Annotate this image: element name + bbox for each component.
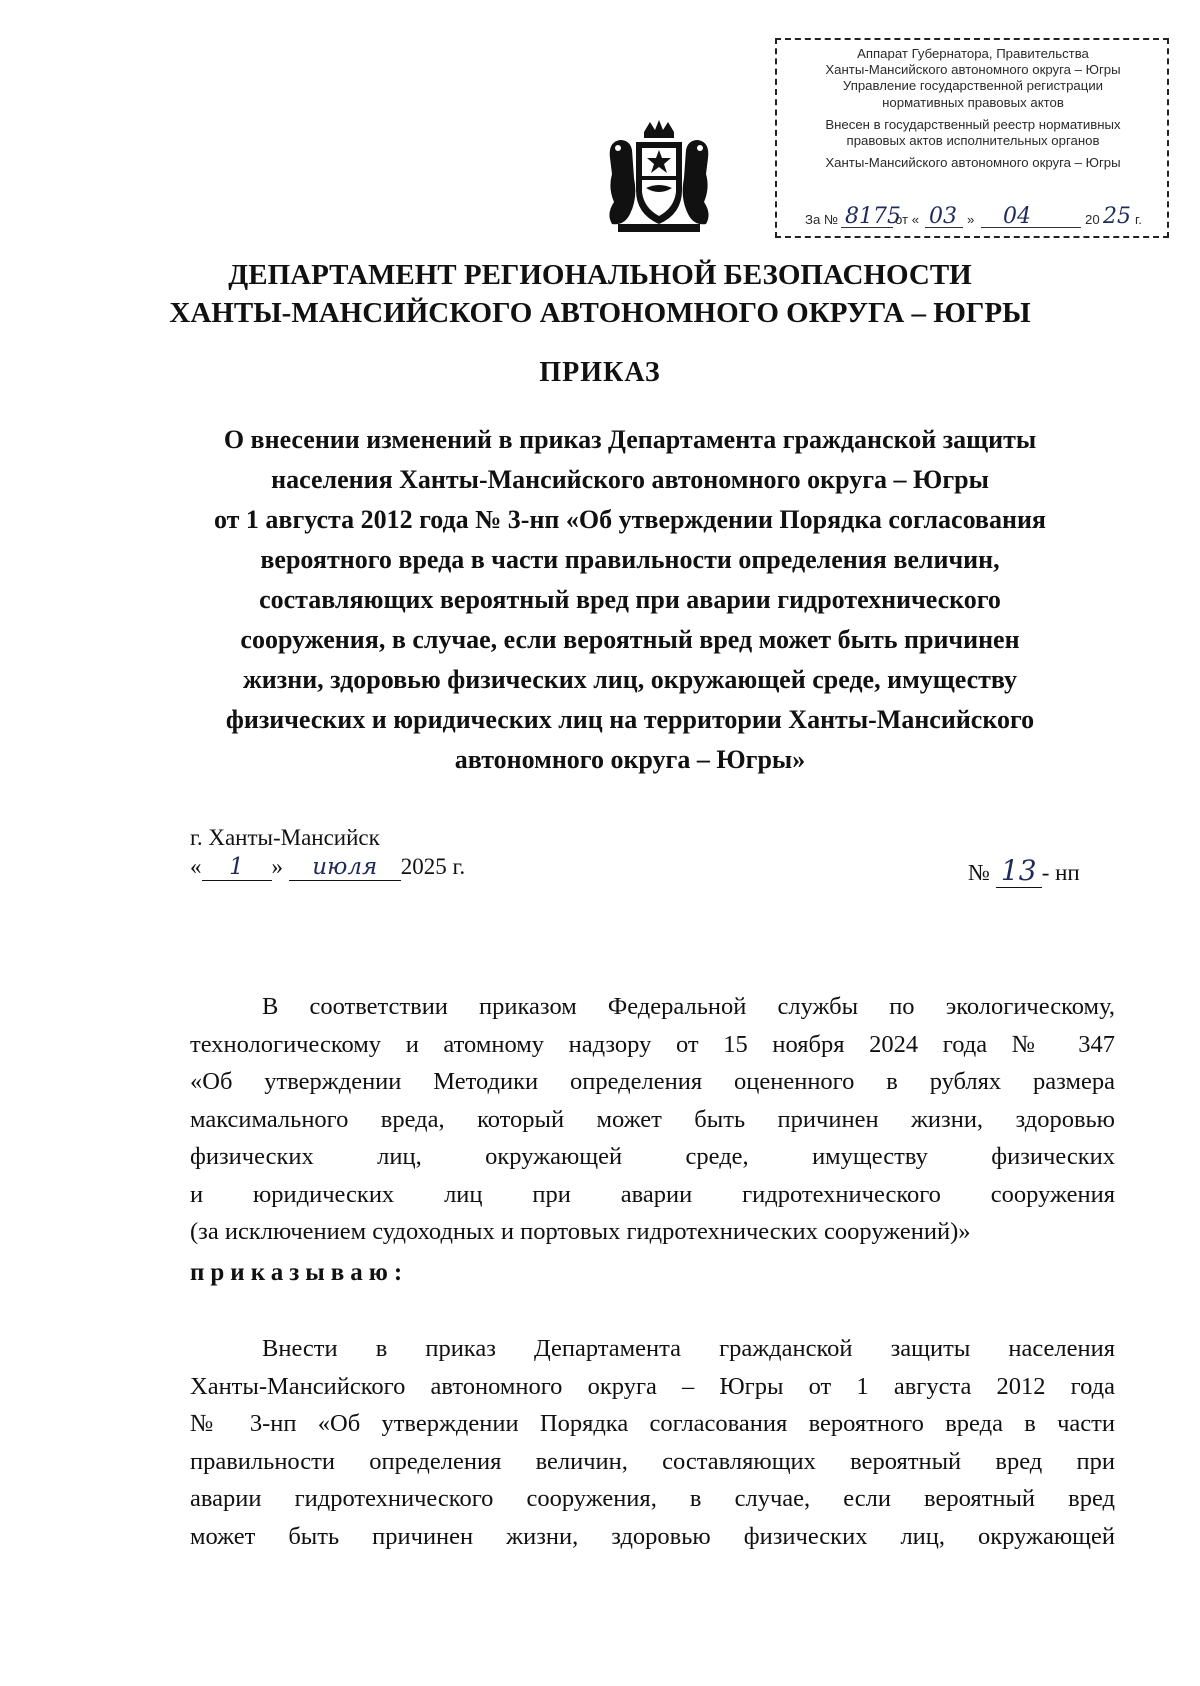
order-number: [968, 854, 1080, 888]
stamp-reg-from: от «: [895, 211, 920, 227]
stamp-reg-day: 03: [929, 203, 957, 229]
date-open-quote: «: [190, 854, 202, 879]
paragraph-line: № 3-нп «Об утверждении Порядка согласования вероятного вреда в части: [190, 1410, 1115, 1437]
place-of-issue: г. Ханты-Мансийск: [190, 825, 380, 850]
stamp-reg-suffix: г.: [1135, 211, 1142, 227]
number-value: 13: [1000, 854, 1037, 887]
preamble-paragraph: [190, 988, 1115, 1251]
registration-stamp: [775, 38, 1169, 238]
paragraph-line: технологическому и атомному надзору от 15 ноября 2024 года № 347: [190, 1030, 1115, 1058]
stamp-line-6: правовых актов исполнительных органов: [846, 133, 1100, 149]
paragraph-line: и юридических лиц при аварии гидротехнического сооружения: [190, 1180, 1115, 1208]
date-year: 2025 г.: [400, 854, 466, 879]
orders-word: приказываю:: [190, 1259, 409, 1286]
paragraph-line: Внести в приказ Департамента гражданской защиты населения: [262, 1335, 1115, 1362]
paragraph-line: правильности определения величин, составляющих вероятный вред при: [190, 1447, 1115, 1475]
stamp-reg-year: 25: [1103, 203, 1131, 229]
department-name-line-2: ХАНТЫ-МАНСИЙСКОГО АВТОНОМНОГО ОКРУГА – ЮГРЫ: [169, 297, 1031, 329]
stamp-line-2: Ханты-Мансийского автономного округа – Югры: [825, 62, 1121, 78]
stamp-line-4: нормативных правовых актов: [882, 94, 1064, 110]
stamp-reg-month: 04: [1003, 203, 1031, 229]
subject-line: вероятного вреда в части правильности определения величин,: [260, 545, 1000, 574]
subject-line: от 1 августа 2012 года № 3-нп «Об утверждении Порядка согласования: [214, 505, 1046, 534]
number-prefix: №: [968, 860, 990, 885]
subject-line: О внесении изменений в приказ Департамента гражданской защиты: [223, 425, 1037, 454]
stamp-reg-prefix: За №: [805, 211, 839, 227]
subject-line: жизни, здоровью физических лиц, окружающей среде, имуществу: [242, 665, 1018, 694]
order-subject: [180, 420, 1080, 780]
stamp-line-5: Внесен в государственный реестр нормативных: [825, 116, 1121, 132]
stamp-line-7: Ханты-Мансийского автономного округа – Югры: [825, 155, 1121, 171]
paragraph-line: может быть причинен жизни, здоровью физических лиц, окружающей: [190, 1522, 1115, 1550]
paragraph-line: физических лиц, окружающей среде, имуществу физических: [190, 1143, 1115, 1170]
subject-line: автономного округа – Югры»: [454, 745, 806, 774]
stamp-reg-mid: »: [967, 211, 975, 227]
department-name-line-1: ДЕПАРТАМЕНТ РЕГИОНАЛЬНОЙ БЕЗОПАСНОСТИ: [228, 259, 972, 291]
paragraph-line: Ханты-Мансийского автономного округа – Югры от 1 августа 2012 года: [190, 1372, 1115, 1400]
stamp-reg-number: 8175: [845, 203, 901, 229]
paragraph-line: «Об утверждении Методики определения оцененного в рублях размера: [190, 1068, 1115, 1095]
document-type-title: ПРИКАЗ: [539, 357, 661, 388]
date-month: июля: [312, 854, 378, 880]
stamp-line-1: Аппарат Губернатора, Правительства: [857, 46, 1089, 61]
directive-paragraph: [190, 1330, 1115, 1555]
number-suffix: - нп: [1041, 860, 1080, 885]
order-date: [190, 854, 465, 881]
stamp-registration-line: [785, 202, 1161, 228]
subject-line: составляющих вероятный вред при аварии гидротехнического: [259, 585, 1001, 614]
subject-line: населения Ханты-Мансийского автономного округа – Югры: [271, 465, 989, 494]
subject-line: сооружения, в случае, если вероятный вред может быть причинен: [240, 625, 1020, 654]
stamp-line-3: Управление государственной регистрации: [842, 78, 1104, 94]
date-day: 1: [229, 854, 244, 880]
coat-of-arms-emblem: [604, 118, 714, 236]
paragraph-line: максимального вреда, который может быть причинен жизни, здоровью: [190, 1105, 1115, 1133]
paragraph-line: (за исключением судоходных и портовых гидротехнических сооружений)»: [190, 1218, 971, 1245]
stamp-reg-year-prefix: 20: [1085, 211, 1100, 227]
subject-line: физических и юридических лиц на территории Ханты-Мансийского: [225, 705, 1035, 734]
date-close-quote: »: [271, 854, 283, 879]
paragraph-line: аварии гидротехнического сооружения, в случае, если вероятный вред: [190, 1485, 1115, 1512]
paragraph-line: В соответствии приказом Федеральной службы по экологическому,: [262, 993, 1115, 1020]
